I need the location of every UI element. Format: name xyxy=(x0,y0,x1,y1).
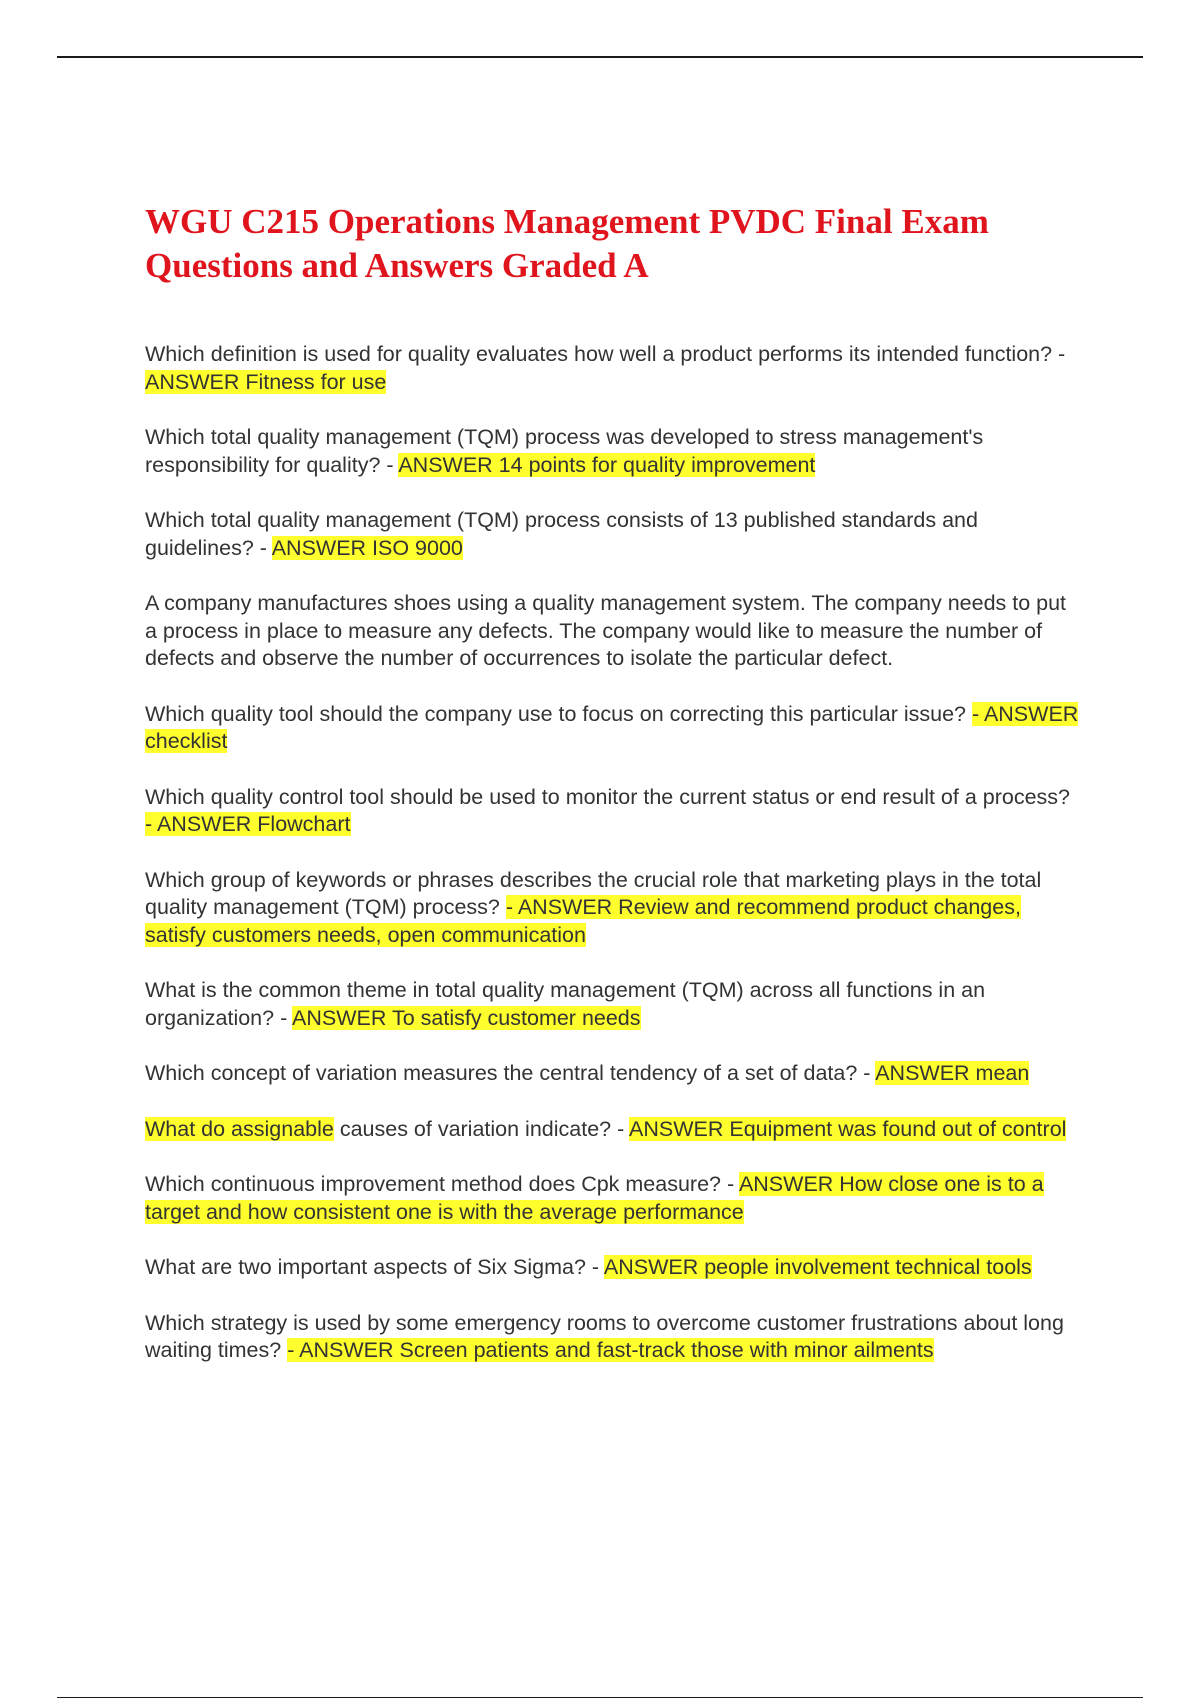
answer-highlight: ANSWER How close one is to a target and how consistent one is with the average performance xyxy=(145,1172,1044,1224)
document-title: WGU C215 Operations Management PVDC Final Exam Questions and Answers Graded A xyxy=(145,202,989,285)
answer-highlight: ANSWER Equipment was found out of control xyxy=(629,1116,1067,1141)
qa-item: Which group of keywords or phrases describes the crucial role that marketing plays in the total quality management (TQM) process? - ANSWER Review and recommend product changes, satisfy customers needs, open communication xyxy=(145,867,1042,947)
qa-item xyxy=(145,1171,1080,1226)
answer-highlight: ANSWER 14 points for quality improvement xyxy=(398,452,816,477)
scenario-text: A company manufactures shoes using a quality management system. The company needs to put a process in place to measure any defects. The company would like to measure the number of defects and observe the number of occurrences to isolate the particular defect. xyxy=(145,591,1067,670)
answer-highlight: ANSWER Review and recommend product changes, satisfy customers needs, open communication xyxy=(145,895,1021,947)
question-text: Which group of keywords or phrases describes the crucial role that marketing plays in the total quality management (TQM) process? xyxy=(145,867,1042,919)
question-text: causes of variation indicate? - xyxy=(333,1116,630,1141)
qa-list xyxy=(145,341,1080,1393)
question-text: Which continuous improvement method does Cpk measure? - xyxy=(145,1172,739,1196)
qa-item xyxy=(145,1060,1080,1088)
question-text: Which strategy is used by some emergency rooms to overcome customer frustrations about long waiting times? xyxy=(145,1310,1064,1362)
question-text: What are two important aspects of Six Sigma? - xyxy=(145,1255,604,1279)
qa-item xyxy=(145,1116,1080,1144)
qa-item xyxy=(145,341,1080,396)
answer-highlight: ANSWER people involvement technical tools xyxy=(603,1255,1032,1279)
question-text: Which definition is used for quality evaluates how well a product performs its intended function? - xyxy=(145,342,1066,366)
qa-item xyxy=(145,1254,1080,1282)
answer-highlight: ANSWER Screen patients and fast-track those with minor ailments xyxy=(299,1338,934,1362)
question-text: Which quality control tool should be used to monitor the current status or end result of a process? xyxy=(145,784,1070,809)
question-text: Which total quality management (TQM) process consists of 13 published standards and guidelines? - xyxy=(145,508,978,560)
answer-highlight: ANSWER Flowchart xyxy=(156,812,351,836)
question-text: What is the common theme in total quality management (TQM) across all functions in an organization? - xyxy=(145,978,986,1030)
answer-highlight: ANSWER Fitness for use xyxy=(145,369,387,394)
answer-highlight: ANSWER mean xyxy=(875,1061,1030,1085)
qa-item: Which quality control tool should be used to monitor the current status or end result of a process? - ANSWER Flowchart xyxy=(145,784,1070,836)
qa-item xyxy=(145,507,1080,562)
qa-item: Which quality tool should the company use to focus on correcting this particular issue? - ANSWER checklist xyxy=(145,701,1079,753)
question-text: Which concept of variation measures the central tendency of a set of data? - xyxy=(145,1061,876,1085)
answer-highlight: ANSWER To satisfy customer needs xyxy=(292,1005,641,1030)
bottom-rule xyxy=(57,1697,1143,1698)
top-rule xyxy=(57,56,1143,58)
qa-item xyxy=(145,424,1080,479)
scenario-paragraph xyxy=(145,590,1080,673)
qa-item: Which strategy is used by some emergency rooms to overcome customer frustrations about long waiting times? - ANSWER Screen patients and fast-track those with minor ailments xyxy=(145,1310,1064,1362)
qa-item xyxy=(145,977,1080,1032)
highlighted-question-text: What do assignable xyxy=(145,1116,334,1141)
answer-highlight: ANSWER checklist xyxy=(145,701,1079,753)
question-text: Which total quality management (TQM) process was developed to stress management's responsibility for quality? - xyxy=(145,425,984,477)
question-text: Which quality tool should the company use to focus on correcting this particular issue? xyxy=(145,701,972,726)
answer-highlight: ANSWER ISO 9000 xyxy=(271,535,463,560)
